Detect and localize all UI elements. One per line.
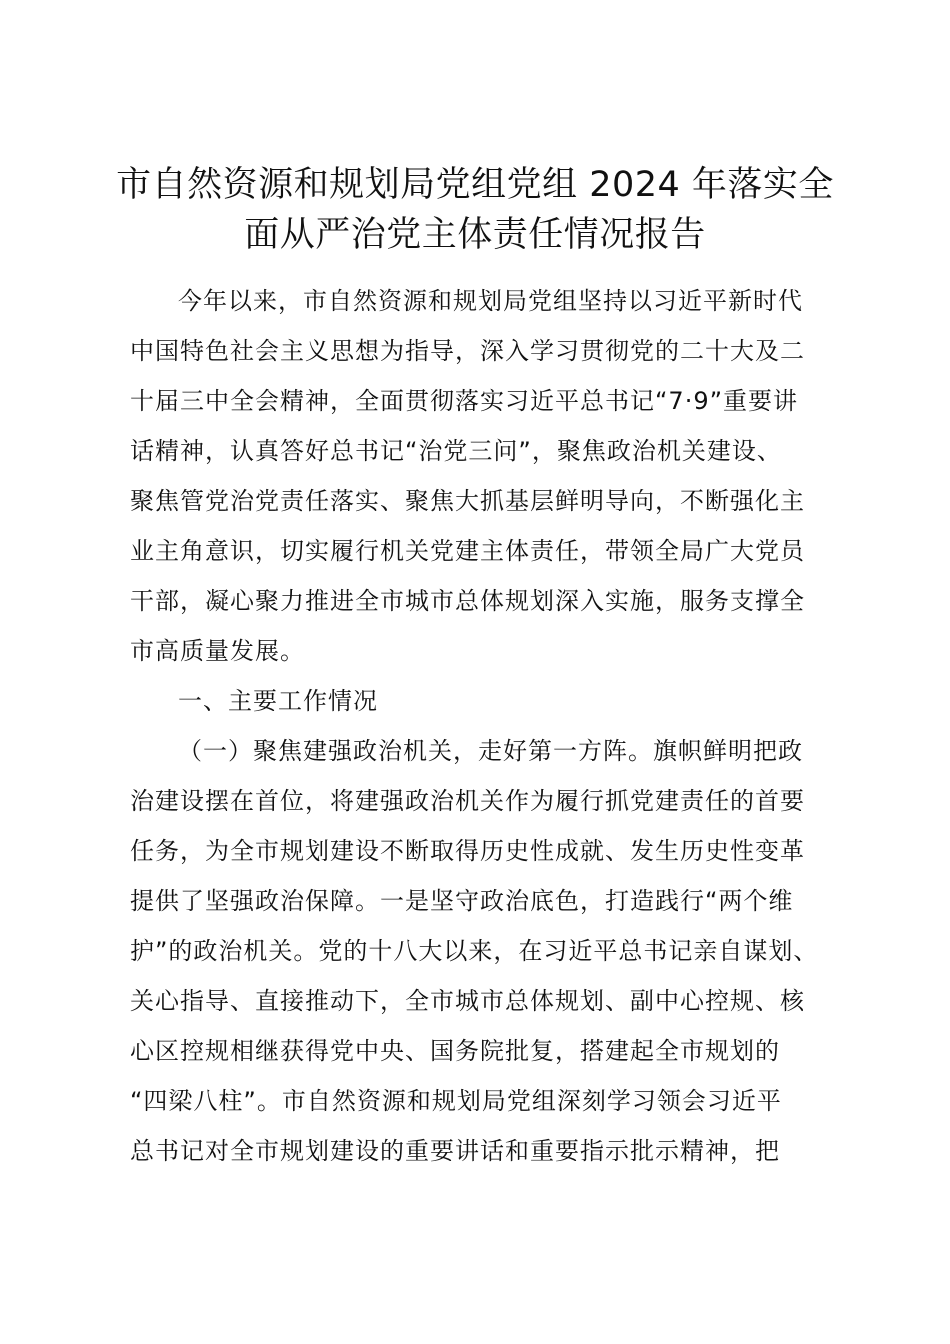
paragraph-line: 市高质量发展。 xyxy=(130,637,305,665)
paragraph-line: 中国特色社会主义思想为指导，深入学习贯彻党的二十大及二 xyxy=(130,337,805,365)
document-title xyxy=(100,160,850,260)
paragraph-line: 总书记对全市规划建设的重要讲话和重要指示批示精神，把 xyxy=(130,1137,780,1165)
paragraph-line: 今年以来，市自然资源和规划局党组坚持以习近平新时代 xyxy=(178,287,803,315)
paragraph-line: 提供了坚强政治保障。一是坚守政治底色，打造践行“两个维 xyxy=(130,887,794,915)
section-heading: 一、主要工作情况 xyxy=(178,687,378,715)
paragraph-line: 心区控规相继获得党中央、国务院批复，搭建起全市规划的 xyxy=(130,1037,780,1065)
paragraph-line: 干部，凝心聚力推进全市城市总体规划深入实施，服务支撑全 xyxy=(130,587,805,615)
paragraph-line: 任务，为全市规划建设不断取得历史性成就、发生历史性变革 xyxy=(130,837,805,865)
paragraph-line: “四梁八柱”。市自然资源和规划局党组深刻学习领会习近平 xyxy=(130,1087,782,1115)
title-line: 面从严治党主体责任情况报告 xyxy=(244,215,706,255)
title-line: 市自然资源和规划局党组党组 2024 年落实全 xyxy=(116,165,834,205)
paragraph-line: 治建设摆在首位，将建强政治机关作为履行抓党建责任的首要 xyxy=(130,787,805,815)
paragraph-line: 聚焦管党治党责任落实、聚焦大抓基层鲜明导向，不断强化主 xyxy=(130,487,805,515)
paragraph-line: 话精神，认真答好总书记“治党三问”，聚焦政治机关建设、 xyxy=(130,437,782,465)
paragraph-line: 护”的政治机关。党的十八大以来，在习近平总书记亲自谋划、 xyxy=(130,937,819,965)
paragraph-line: （一）聚焦建强政治机关，走好第一方阵。旗帜鲜明把政 xyxy=(178,737,803,765)
paragraph-line: 十届三中全会精神，全面贯彻落实习近平总书记“7·9”重要讲 xyxy=(130,387,799,415)
paragraph-line: 业主角意识，切实履行机关党建主体责任，带领全局广大党员 xyxy=(130,537,805,565)
paragraph-line: 关心指导、直接推动下，全市城市总体规划、副中心控规、核 xyxy=(130,987,805,1015)
